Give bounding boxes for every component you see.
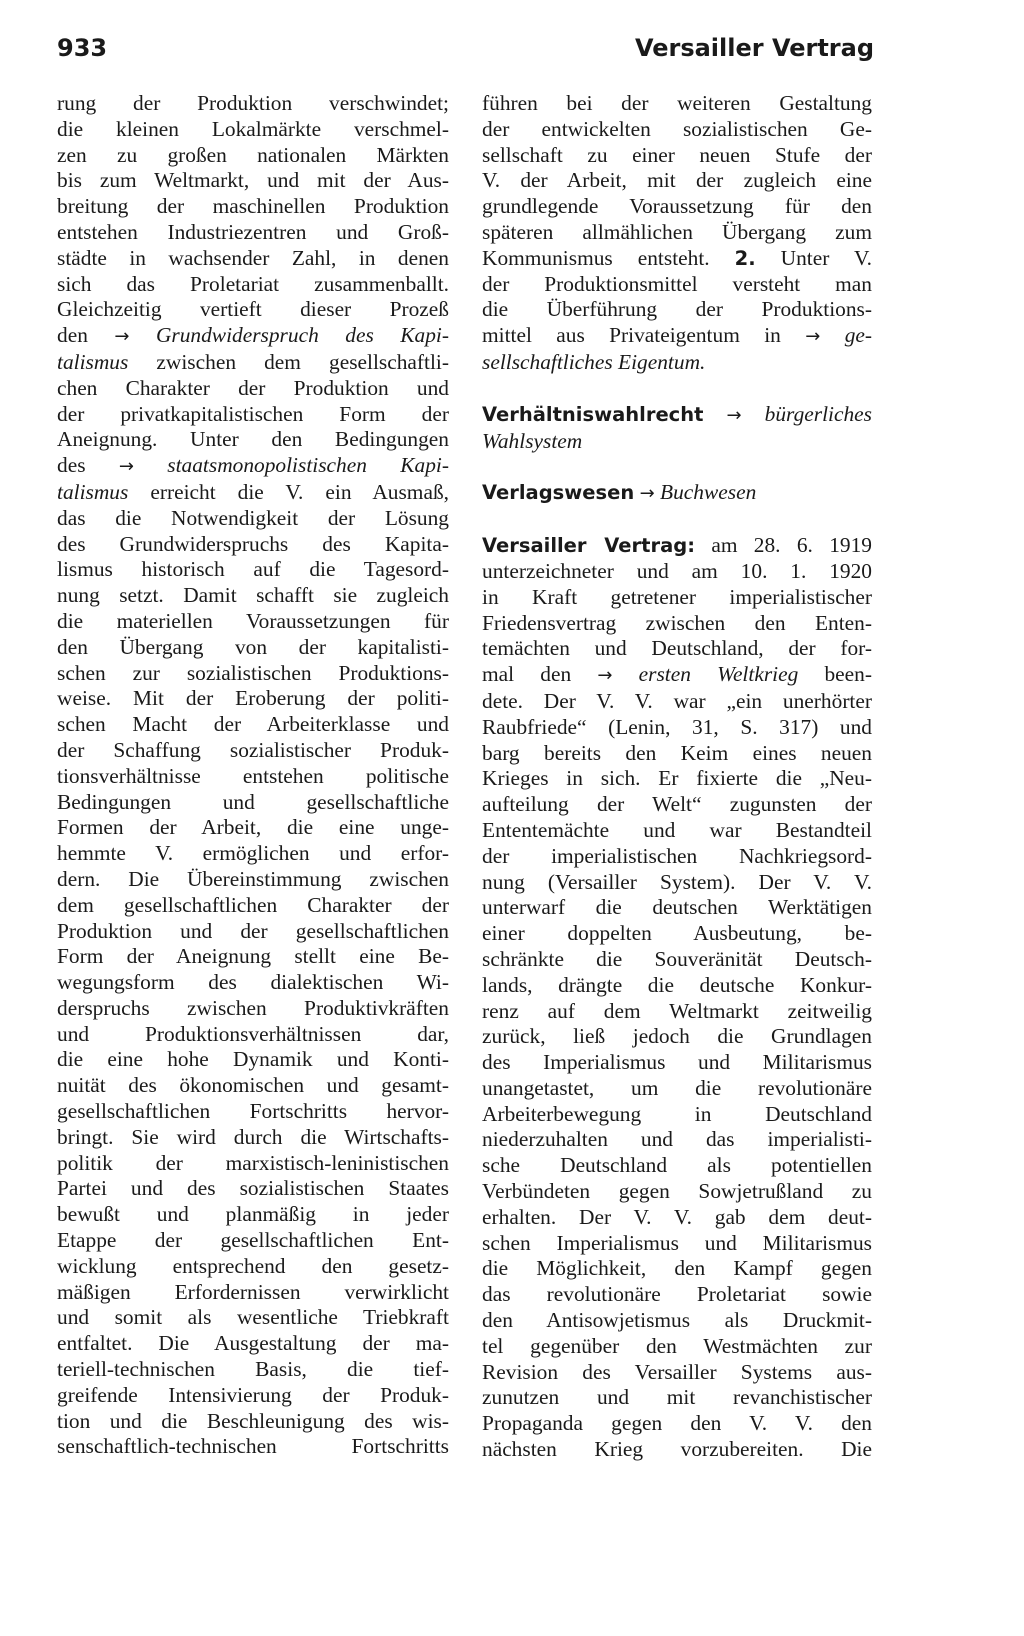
cross-reference-link[interactable]: sellschaftliches Eigentum. (482, 349, 706, 374)
text-line: dern. Die Übereinstimmung zwischen (57, 866, 449, 891)
text-line: derspruchs zwischen Produktivkräften (57, 995, 449, 1020)
text-line: Form der Aneignung stellt eine Be- (57, 944, 449, 969)
text-line (57, 323, 449, 350)
entry-headword: Versailler Vertrag: (482, 534, 696, 558)
text-line: des Imperialismus und Militarismus (482, 1050, 872, 1075)
text-line: tionsverhältnisse entstehen politische (57, 763, 449, 788)
cross-reference-link[interactable]: ersten Weltkrieg (638, 662, 799, 687)
text-line: das die Notwendigkeit der Lösung (57, 505, 449, 530)
text-line: zen zu großen nationalen Märkten (57, 142, 449, 167)
text-line: Verbündeten gegen Sowjetrußland zu (482, 1179, 872, 1204)
text-line: Krieges in sich. Er fixierte die „Neu- (482, 766, 872, 791)
text-line: teriell-technischen Basis, die tief- (57, 1357, 449, 1382)
cross-reference-arrow-icon: → (118, 456, 134, 478)
text-line: entstehen Industriezentren und Groß- (57, 219, 449, 244)
text-line: Arbeiterbewegung in Deutschland (482, 1101, 872, 1126)
text-line: den Übergang von der kapitalisti- (57, 634, 449, 659)
text-line: in Kraft getretener imperialistischer (482, 584, 872, 609)
text-line: hemmte V. ermöglichen und erfor- (57, 841, 449, 866)
cross-reference-arrow-icon: → (805, 326, 821, 348)
text-line: mäßigen Erfordernissen verwirklicht (57, 1279, 449, 1304)
cross-reference-link[interactable]: talismus (57, 349, 129, 374)
text-line (482, 429, 872, 455)
text-line (482, 402, 872, 429)
right-column (482, 91, 872, 1463)
text-line: späteren allmählichen Übergang zum (482, 219, 872, 244)
text-run: Kommunismus entsteht. (482, 245, 710, 270)
cross-reference-arrow-icon: → (639, 483, 655, 505)
text-run: Unter V. (780, 245, 872, 270)
text-line: sich das Proletariat zusammenballt. (57, 271, 449, 296)
text-line: dem gesellschaftlichen Charakter der (57, 892, 449, 917)
text-run: mittel aus Privateigentum in (482, 323, 781, 348)
text-line: die Möglichkeit, den Kampf gegen (482, 1256, 872, 1281)
text-line: chen Charakter der Produktion und (57, 375, 449, 400)
text-line: schen Macht der Arbeiterklasse und (57, 712, 449, 737)
text-line: Propaganda gegen den V. V. den (482, 1411, 872, 1436)
entry-verhaeltniswahlrecht (482, 402, 872, 455)
text-line: zunutzen und mit revanchistischer (482, 1385, 872, 1410)
text-line: nung (Versailler System). Der V. V. (482, 869, 872, 894)
text-line: und Produktionsverhältnissen dar, (57, 1021, 449, 1046)
text-line: lismus historisch auf die Tagesord- (57, 557, 449, 582)
text-line: der Schaffung sozialistischer Produk- (57, 737, 449, 762)
cross-reference-link[interactable]: Wahlsystem (482, 428, 583, 453)
text-line: unangetastet, um die revolutionäre (482, 1075, 872, 1100)
text-line: entfaltet. Die Ausgestaltung der ma- (57, 1331, 449, 1356)
text-line: das revolutionäre Proletariat sowie (482, 1282, 872, 1307)
cross-reference-link[interactable]: bürgerliches (764, 401, 872, 426)
text-line: greifende Intensivierung der Produk- (57, 1382, 449, 1407)
text-line: niederzuhalten und das imperialisti- (482, 1127, 872, 1152)
text-line: Bedingungen und gesellschaftliche (57, 789, 449, 814)
text-line (57, 453, 449, 480)
cross-reference-link[interactable]: ge- (844, 323, 873, 348)
text-line (57, 350, 449, 376)
text-line: politik der marxistisch-leninistischen (57, 1150, 449, 1175)
text-line (482, 246, 872, 272)
text-line: renz auf dem Weltmarkt zeitweilig (482, 998, 872, 1023)
text-line: senschaftlich-technischen Fortschritts (57, 1434, 449, 1459)
text-line: rung der Produktion verschwindet; (57, 91, 449, 115)
text-line: temächten und Deutschland, der for- (482, 636, 872, 661)
text-line: bringt. Sie wird durch die Wirtschafts- (57, 1124, 449, 1149)
text-line (482, 662, 872, 689)
text-line: führen bei der weiteren Gestaltung (482, 91, 872, 115)
text-line: der entwickelten sozialistischen Ge- (482, 116, 872, 141)
entry-headword: Verlagswesen (482, 481, 635, 505)
cross-reference-link[interactable]: staatsmonopolistischen Kapi- (167, 453, 449, 478)
page-number: 933 (57, 34, 108, 62)
text-run: den (57, 323, 88, 348)
text-line: Gleichzeitig vertieft dieser Prozeß (57, 297, 449, 322)
sense-number: 2. (734, 246, 756, 270)
text-line: erhalten. Der V. V. gab dem deut- (482, 1204, 872, 1229)
text-line: der privatkapitalistischen Form der (57, 401, 449, 426)
left-column (57, 91, 449, 1460)
text-line (482, 480, 872, 507)
text-line: nuität des ökonomischen und gesamt- (57, 1073, 449, 1098)
text-line: aufteilung der Welt“ zugunsten der (482, 792, 872, 817)
text-line: sellschaft zu einer neuen Stufe der (482, 142, 872, 167)
text-line: zurück, ließ jedoch die Grundlagen (482, 1024, 872, 1049)
text-line: Ententemächte und war Bestandteil (482, 817, 872, 842)
text-run: zwischen dem gesellschaftli- (156, 349, 449, 374)
running-header-title: Versailler Vertrag (634, 34, 874, 62)
cross-reference-link[interactable]: Grundwiderspruch des Kapi- (155, 323, 449, 348)
text-line: barg bereits den Keim eines neuen (482, 740, 872, 765)
text-line (57, 480, 449, 506)
entry-versailler-vertrag (482, 533, 872, 1463)
text-line: grundlegende Voraussetzung für den (482, 194, 872, 219)
text-line: bewußt und planmäßig in jeder (57, 1202, 449, 1227)
text-line: die materiellen Voraussetzungen für (57, 608, 449, 633)
text-line: die kleinen Lokalmärkte verschmel- (57, 116, 449, 141)
text-line: wicklung entsprechend den gesetz- (57, 1253, 449, 1278)
text-line (482, 533, 872, 559)
text-line (482, 323, 872, 350)
text-line: den Antisowjetismus als Druckmit- (482, 1308, 872, 1333)
text-line: Aneignung. Unter den Bedingungen (57, 427, 449, 452)
text-line: einer doppelten Ausbeutung, be- (482, 921, 872, 946)
entry-verlagswesen (482, 480, 872, 507)
text-line: dete. Der V. V. war „ein unerhörter (482, 688, 872, 713)
text-line: gesellschaftlichen Fortschritts hervor- (57, 1099, 449, 1124)
text-line: V. der Arbeit, mit der zugleich eine (482, 168, 872, 193)
text-line: nächsten Krieg vorzubereiten. Die (482, 1437, 872, 1462)
text-line: Raubfriede“ (Lenin, 31, S. 317) und (482, 714, 872, 739)
text-line: und somit als wesentliche Triebkraft (57, 1305, 449, 1330)
cross-reference-arrow-icon: → (597, 665, 613, 687)
text-line: tel gegenüber den Westmächten zur (482, 1333, 872, 1358)
text-line: schränkte die Souveränität Deutsch- (482, 946, 872, 971)
text-line: der Produktionsmittel versteht man (482, 271, 872, 296)
text-line: städte in wachsender Zahl, in denen (57, 245, 449, 270)
text-line: nung setzt. Damit schafft sie zugleich (57, 583, 449, 608)
text-line: der imperialistischen Nachkriegsord- (482, 843, 872, 868)
text-line: schen zur sozialistischen Produktions- (57, 660, 449, 685)
text-line (482, 350, 872, 376)
text-line: sche Deutschland als potentiellen (482, 1153, 872, 1178)
text-line: unterzeichneter und am 10. 1. 1920 (482, 558, 872, 583)
text-line: unterwarf die deutschen Werktätigen (482, 895, 872, 920)
text-line: weise. Mit der Eroberung der politi- (57, 686, 449, 711)
text-run: mal den (482, 662, 572, 687)
text-line: Friedensvertrag zwischen den Enten- (482, 610, 872, 635)
cross-reference-arrow-icon: → (114, 326, 130, 348)
text-run: erreicht die V. ein Ausmaß, (150, 479, 449, 504)
cross-reference-link[interactable]: Buchwesen (660, 480, 757, 505)
text-line: wegungsform des dialektischen Wi- (57, 970, 449, 995)
cross-reference-link[interactable]: talismus (57, 479, 129, 504)
text-line: die Überführung der Produktions- (482, 297, 872, 322)
text-line: Partei und des sozialistischen Staates (57, 1176, 449, 1201)
text-line: breitung der maschinellen Produktion (57, 194, 449, 219)
text-line: tion und die Beschleunigung des wis- (57, 1408, 449, 1433)
text-line: bis zum Weltmarkt, und mit der Aus- (57, 168, 449, 193)
cross-reference-arrow-icon: → (726, 404, 742, 426)
text-line: die eine hohe Dynamik und Konti- (57, 1047, 449, 1072)
text-line: Formen der Arbeit, die eine unge- (57, 815, 449, 840)
entry-headword: Verhältniswahlrecht (482, 402, 704, 426)
text-line: lands, drängte die deutsche Konkur- (482, 972, 872, 997)
text-line: Produktion und der gesellschaftlichen (57, 918, 449, 943)
text-run: been- (824, 662, 872, 687)
text-line: schen Imperialismus und Militarismus (482, 1230, 872, 1255)
text-line: Revision des Versailler Systems aus- (482, 1359, 872, 1384)
text-run: am 28. 6. 1919 (711, 533, 872, 558)
text-run: des (57, 453, 86, 478)
text-line: Etappe der gesellschaftlichen Ent- (57, 1228, 449, 1253)
text-line: des Grundwiderspruchs des Kapita- (57, 531, 449, 556)
